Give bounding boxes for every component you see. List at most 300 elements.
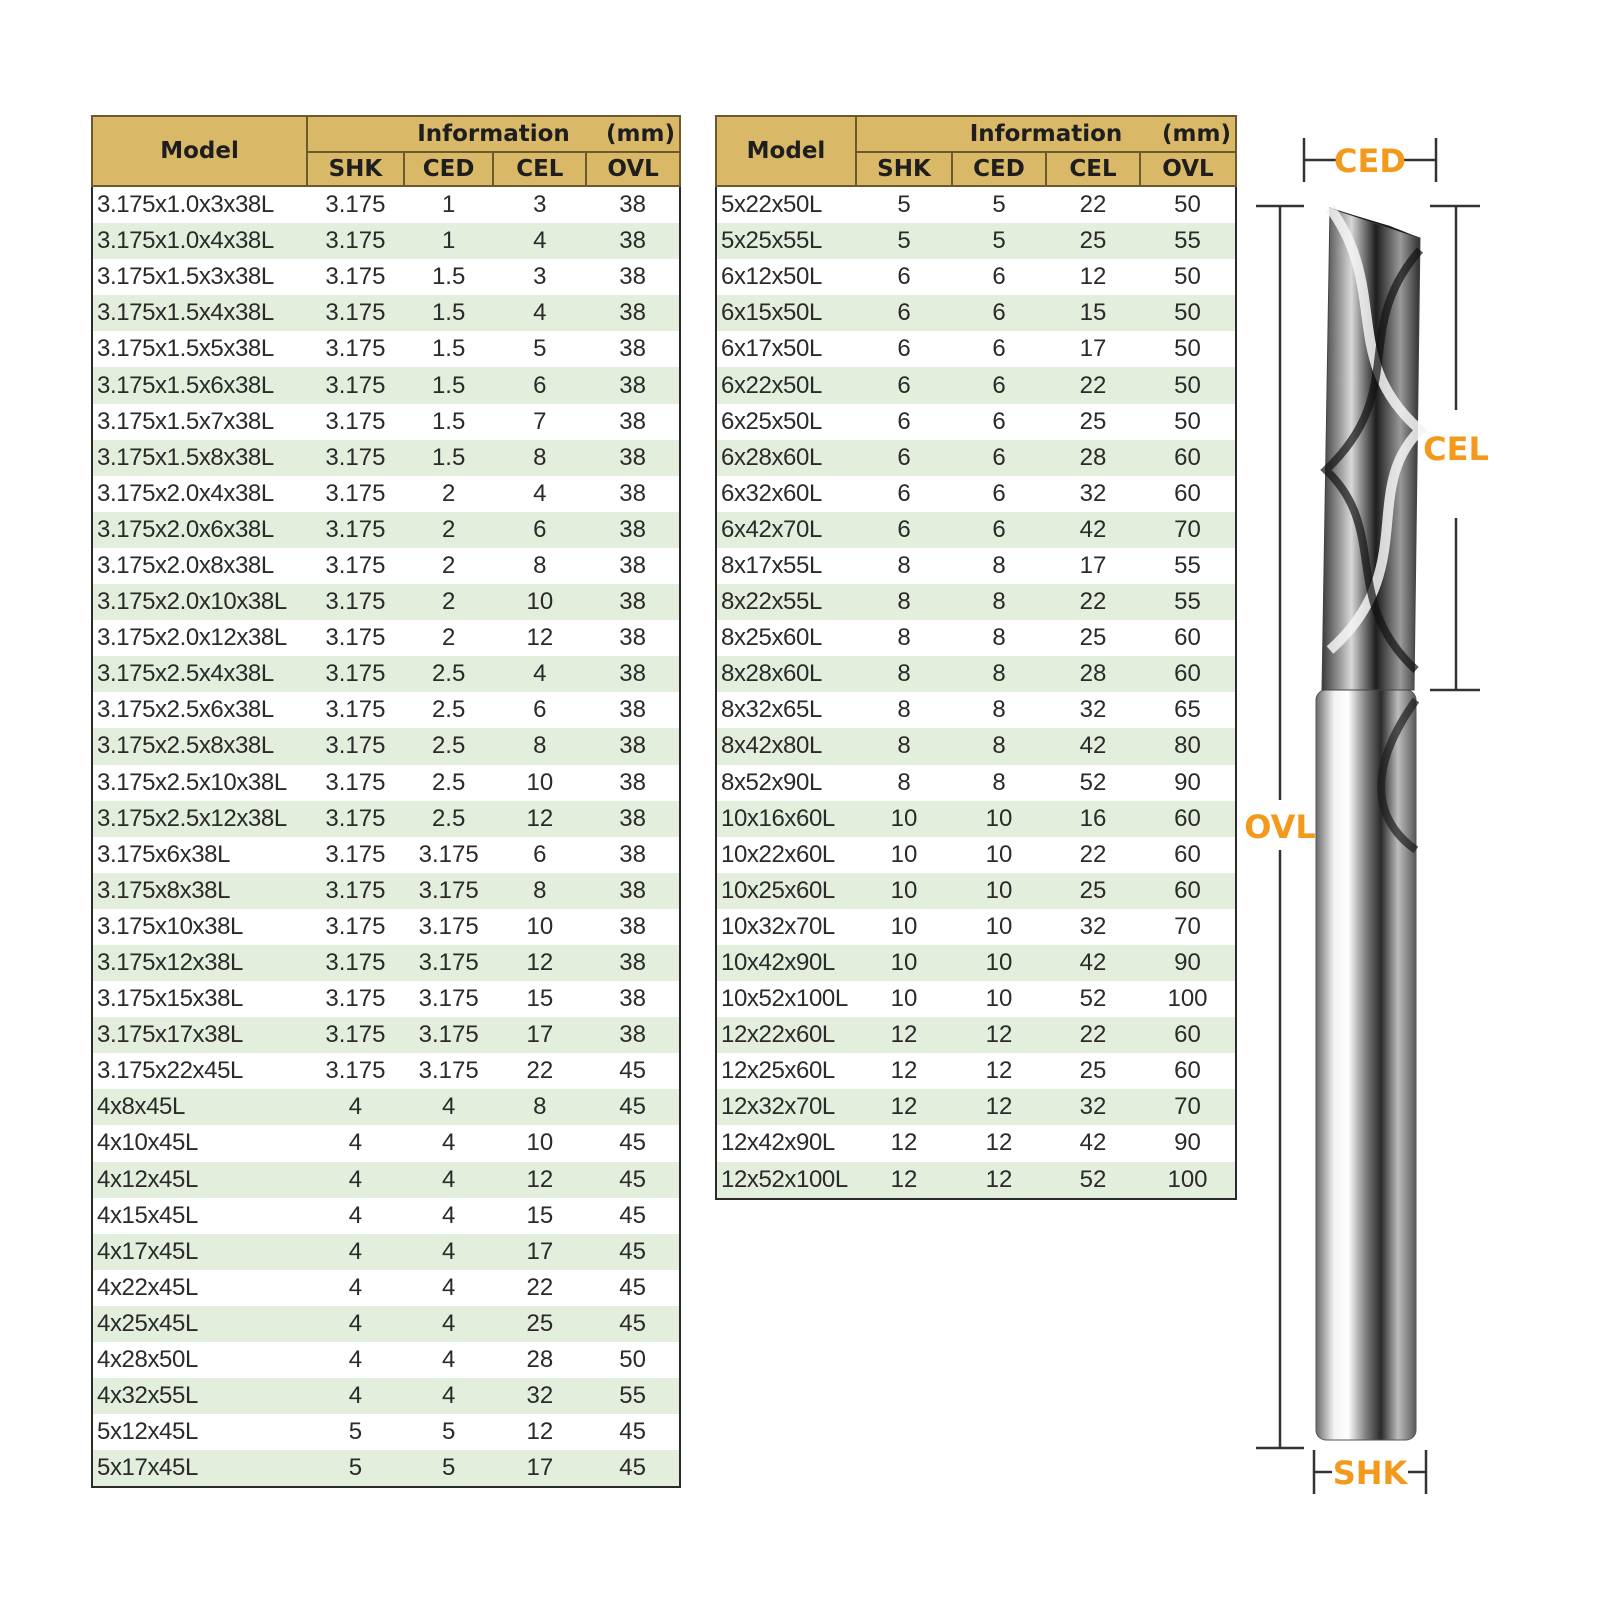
header-ovl: OVL <box>1140 152 1236 186</box>
table-row <box>716 1089 1236 1125</box>
cell-ced: 12 <box>952 1017 1046 1053</box>
cell-shk: 8 <box>856 548 952 584</box>
cell-ced: 10 <box>952 981 1046 1017</box>
cell-shk: 4 <box>307 1089 404 1125</box>
cell-shk: 6 <box>856 259 952 295</box>
cell-ced: 3.175 <box>404 1017 494 1053</box>
cell-model: 3.175x10x38L <box>92 909 307 945</box>
cell-ovl: 38 <box>586 1017 680 1053</box>
cell-shk: 4 <box>307 1270 404 1306</box>
cell-ced: 4 <box>404 1342 494 1378</box>
cell-ovl: 38 <box>586 728 680 764</box>
cell-cel: 42 <box>1046 1125 1140 1161</box>
cell-ced: 4 <box>404 1198 494 1234</box>
cell-ced: 1.5 <box>404 295 494 331</box>
cell-cel: 25 <box>1046 873 1140 909</box>
cell-shk: 8 <box>856 728 952 764</box>
cell-ced: 6 <box>952 440 1046 476</box>
cell-cel: 17 <box>493 1017 586 1053</box>
cell-shk: 3.175 <box>307 186 404 223</box>
cell-model: 6x25x50L <box>716 404 856 440</box>
cell-ced: 8 <box>952 692 1046 728</box>
header-model: Model <box>716 116 856 186</box>
cell-ovl: 60 <box>1140 1053 1236 1089</box>
cell-shk: 6 <box>856 404 952 440</box>
cell-model: 3.175x1.5x8x38L <box>92 440 307 476</box>
cell-ovl: 100 <box>1140 1162 1236 1199</box>
cell-shk: 8 <box>856 765 952 801</box>
table-row <box>92 1162 680 1198</box>
table-row <box>716 765 1236 801</box>
header-ced: CED <box>952 152 1046 186</box>
cell-ced: 10 <box>952 945 1046 981</box>
cell-ced: 2.5 <box>404 728 494 764</box>
cell-ced: 2.5 <box>404 765 494 801</box>
cell-model: 4x17x45L <box>92 1234 307 1270</box>
cell-model: 3.175x1.0x3x38L <box>92 186 307 223</box>
cell-ced: 10 <box>952 837 1046 873</box>
cell-ovl: 90 <box>1140 945 1236 981</box>
cell-cel: 17 <box>493 1450 586 1487</box>
cell-shk: 10 <box>856 837 952 873</box>
table-row <box>716 945 1236 981</box>
cell-model: 6x22x50L <box>716 367 856 403</box>
cell-ovl: 60 <box>1140 837 1236 873</box>
table-row <box>716 837 1236 873</box>
cell-ced: 4 <box>404 1162 494 1198</box>
cell-model: 6x42x70L <box>716 512 856 548</box>
cell-shk: 5 <box>856 223 952 259</box>
cell-cel: 12 <box>493 1162 586 1198</box>
cell-model: 4x10x45L <box>92 1125 307 1161</box>
cell-shk: 6 <box>856 295 952 331</box>
cell-cel: 3 <box>493 186 586 223</box>
cell-model: 10x42x90L <box>716 945 856 981</box>
ovl-dimension <box>1244 206 1316 1448</box>
cell-ced: 1 <box>404 186 494 223</box>
table-row <box>716 981 1236 1017</box>
table-row <box>92 656 680 692</box>
table-row <box>92 367 680 403</box>
cell-cel: 6 <box>493 692 586 728</box>
header-ovl: OVL <box>586 152 680 186</box>
table-row <box>92 584 680 620</box>
cell-shk: 6 <box>856 367 952 403</box>
cell-ovl: 50 <box>586 1342 680 1378</box>
cell-shk: 10 <box>856 909 952 945</box>
cell-shk: 3.175 <box>307 548 404 584</box>
cell-ovl: 60 <box>1140 656 1236 692</box>
cell-shk: 3.175 <box>307 1017 404 1053</box>
cell-shk: 12 <box>856 1017 952 1053</box>
cell-cel: 32 <box>1046 909 1140 945</box>
shk-label: SHK <box>1332 1454 1408 1492</box>
cell-model: 3.175x2.0x12x38L <box>92 620 307 656</box>
table-row <box>92 186 680 223</box>
cell-cel: 25 <box>1046 620 1140 656</box>
cell-ced: 12 <box>952 1125 1046 1161</box>
table-row <box>92 404 680 440</box>
table-row <box>716 259 1236 295</box>
ced-dimension <box>1304 138 1436 182</box>
table-row <box>92 1450 680 1487</box>
cell-ovl: 70 <box>1140 1089 1236 1125</box>
table-row <box>92 765 680 801</box>
cell-ced: 5 <box>404 1450 494 1487</box>
cell-shk: 3.175 <box>307 259 404 295</box>
cell-shk: 6 <box>856 512 952 548</box>
cell-ovl: 60 <box>1140 1017 1236 1053</box>
cell-ovl: 38 <box>586 404 680 440</box>
cell-shk: 3.175 <box>307 1053 404 1089</box>
end-mill-tool <box>1316 208 1420 1440</box>
table-row <box>716 620 1236 656</box>
cell-cel: 17 <box>493 1234 586 1270</box>
cell-cel: 8 <box>493 728 586 764</box>
cell-shk: 4 <box>307 1198 404 1234</box>
cell-model: 10x32x70L <box>716 909 856 945</box>
table-row <box>92 223 680 259</box>
cell-model: 3.175x1.5x5x38L <box>92 331 307 367</box>
cell-ced: 12 <box>952 1053 1046 1089</box>
cell-shk: 3.175 <box>307 801 404 837</box>
table-row <box>92 295 680 331</box>
table-row <box>92 1198 680 1234</box>
cell-cel: 22 <box>1046 584 1140 620</box>
cell-ced: 2 <box>404 584 494 620</box>
cell-ovl: 60 <box>1140 440 1236 476</box>
cell-ovl: 65 <box>1140 692 1236 728</box>
cell-shk: 3.175 <box>307 656 404 692</box>
cell-shk: 5 <box>307 1414 404 1450</box>
cell-shk: 3.175 <box>307 837 404 873</box>
cell-cel: 8 <box>493 440 586 476</box>
cell-cel: 8 <box>493 873 586 909</box>
cell-ovl: 50 <box>1140 404 1236 440</box>
header-information <box>856 116 1236 152</box>
cell-ovl: 45 <box>586 1089 680 1125</box>
cell-cel: 15 <box>1046 295 1140 331</box>
cell-model: 6x17x50L <box>716 331 856 367</box>
cell-model: 3.175x2.5x4x38L <box>92 656 307 692</box>
table-row <box>92 945 680 981</box>
cell-ced: 6 <box>952 367 1046 403</box>
cell-ced: 3.175 <box>404 837 494 873</box>
cell-model: 8x42x80L <box>716 728 856 764</box>
cell-ovl: 38 <box>586 186 680 223</box>
cell-cel: 32 <box>1046 1089 1140 1125</box>
cell-ced: 2.5 <box>404 801 494 837</box>
cell-shk: 8 <box>856 656 952 692</box>
table-row <box>716 873 1236 909</box>
cell-model: 4x12x45L <box>92 1162 307 1198</box>
cell-shk: 3.175 <box>307 404 404 440</box>
cell-shk: 5 <box>307 1450 404 1487</box>
table-row <box>716 295 1236 331</box>
cell-ovl: 60 <box>1140 801 1236 837</box>
cell-ced: 1.5 <box>404 404 494 440</box>
cell-ovl: 70 <box>1140 909 1236 945</box>
table-row <box>716 909 1236 945</box>
cell-ced: 8 <box>952 728 1046 764</box>
cell-ced: 1.5 <box>404 259 494 295</box>
cell-ced: 2.5 <box>404 692 494 728</box>
cell-ovl: 60 <box>1140 476 1236 512</box>
table-row <box>716 331 1236 367</box>
cell-model: 3.175x8x38L <box>92 873 307 909</box>
cell-ced: 2 <box>404 548 494 584</box>
cell-model: 5x25x55L <box>716 223 856 259</box>
cell-shk: 3.175 <box>307 765 404 801</box>
table-row <box>92 620 680 656</box>
cell-model: 3.175x1.5x7x38L <box>92 404 307 440</box>
cell-ced: 4 <box>404 1306 494 1342</box>
cell-ovl: 38 <box>586 295 680 331</box>
cell-cel: 7 <box>493 404 586 440</box>
table-row <box>716 801 1236 837</box>
cell-cel: 10 <box>493 1125 586 1161</box>
ovl-label: OVL <box>1244 808 1316 846</box>
cell-ced: 8 <box>952 620 1046 656</box>
cel-dimension <box>1423 206 1489 690</box>
cell-ovl: 45 <box>586 1125 680 1161</box>
cell-shk: 6 <box>856 440 952 476</box>
cell-model: 3.175x1.0x4x38L <box>92 223 307 259</box>
cell-shk: 3.175 <box>307 512 404 548</box>
cell-ovl: 55 <box>1140 548 1236 584</box>
cell-ovl: 38 <box>586 476 680 512</box>
header-cel: CEL <box>493 152 586 186</box>
header-shk: SHK <box>307 152 404 186</box>
table-row <box>92 1270 680 1306</box>
cell-shk: 10 <box>856 981 952 1017</box>
cell-ced: 6 <box>952 476 1046 512</box>
header-information-label: Information <box>417 120 570 147</box>
cell-model: 12x42x90L <box>716 1125 856 1161</box>
cell-ced: 10 <box>952 801 1046 837</box>
cell-ovl: 38 <box>586 620 680 656</box>
cell-ovl: 50 <box>1140 295 1236 331</box>
cell-model: 4x8x45L <box>92 1089 307 1125</box>
cell-cel: 3 <box>493 259 586 295</box>
table-row <box>92 873 680 909</box>
cell-shk: 12 <box>856 1125 952 1161</box>
cell-shk: 3.175 <box>307 620 404 656</box>
cell-model: 8x25x60L <box>716 620 856 656</box>
cell-shk: 12 <box>856 1053 952 1089</box>
cell-cel: 25 <box>1046 404 1140 440</box>
cell-cel: 12 <box>493 801 586 837</box>
cell-model: 4x28x50L <box>92 1342 307 1378</box>
cell-ovl: 38 <box>586 873 680 909</box>
cell-ovl: 38 <box>586 837 680 873</box>
cell-model: 8x17x55L <box>716 548 856 584</box>
cell-cel: 12 <box>493 620 586 656</box>
cell-model: 10x16x60L <box>716 801 856 837</box>
table-row <box>92 1342 680 1378</box>
cell-model: 5x12x45L <box>92 1414 307 1450</box>
cell-ovl: 38 <box>586 981 680 1017</box>
cell-cel: 6 <box>493 512 586 548</box>
cell-cel: 10 <box>493 909 586 945</box>
cell-ovl: 45 <box>586 1270 680 1306</box>
header-shk: SHK <box>856 152 952 186</box>
cell-ovl: 60 <box>1140 873 1236 909</box>
cell-cel: 52 <box>1046 981 1140 1017</box>
cell-cel: 42 <box>1046 728 1140 764</box>
cell-shk: 3.175 <box>307 367 404 403</box>
cell-shk: 12 <box>856 1089 952 1125</box>
cell-model: 3.175x1.5x6x38L <box>92 367 307 403</box>
cell-cel: 25 <box>493 1306 586 1342</box>
cell-ovl: 55 <box>586 1378 680 1414</box>
header-information-label: Information <box>969 120 1123 147</box>
cell-model: 10x22x60L <box>716 837 856 873</box>
cell-ovl: 45 <box>586 1450 680 1487</box>
ced-label: CED <box>1334 142 1406 180</box>
cell-cel: 42 <box>1046 945 1140 981</box>
cell-ovl: 60 <box>1140 620 1236 656</box>
cell-ovl: 38 <box>586 656 680 692</box>
cell-ovl: 38 <box>586 909 680 945</box>
cell-shk: 8 <box>856 692 952 728</box>
cell-shk: 5 <box>856 186 952 223</box>
table-row <box>92 440 680 476</box>
table-row <box>716 186 1236 223</box>
cell-ovl: 45 <box>586 1306 680 1342</box>
table-row <box>716 223 1236 259</box>
cell-shk: 10 <box>856 945 952 981</box>
cell-ced: 3.175 <box>404 909 494 945</box>
cell-model: 5x17x45L <box>92 1450 307 1487</box>
cell-shk: 3.175 <box>307 981 404 1017</box>
cell-ced: 3.175 <box>404 1053 494 1089</box>
cell-cel: 52 <box>1046 765 1140 801</box>
cell-ced: 10 <box>952 873 1046 909</box>
cell-cel: 22 <box>1046 1017 1140 1053</box>
table-row <box>92 1053 680 1089</box>
table-row <box>92 1125 680 1161</box>
table-row <box>716 584 1236 620</box>
cell-shk: 3.175 <box>307 909 404 945</box>
cell-model: 8x28x60L <box>716 656 856 692</box>
cell-model: 4x32x55L <box>92 1378 307 1414</box>
cell-ovl: 38 <box>586 548 680 584</box>
cell-shk: 8 <box>856 620 952 656</box>
table-row <box>92 1234 680 1270</box>
cell-ced: 2 <box>404 476 494 512</box>
cell-shk: 6 <box>856 331 952 367</box>
cell-ced: 3.175 <box>404 873 494 909</box>
cell-ovl: 38 <box>586 765 680 801</box>
cell-ovl: 38 <box>586 512 680 548</box>
cell-model: 8x52x90L <box>716 765 856 801</box>
table-row <box>716 440 1236 476</box>
table-row <box>716 1125 1236 1161</box>
cell-cel: 22 <box>1046 186 1140 223</box>
cell-cel: 17 <box>1046 331 1140 367</box>
cell-cel: 4 <box>493 223 586 259</box>
cell-ovl: 45 <box>586 1053 680 1089</box>
cell-shk: 4 <box>307 1378 404 1414</box>
cell-model: 12x52x100L <box>716 1162 856 1199</box>
cell-ovl: 38 <box>586 259 680 295</box>
cell-ovl: 38 <box>586 223 680 259</box>
cell-model: 3.175x2.0x4x38L <box>92 476 307 512</box>
cell-model: 4x25x45L <box>92 1306 307 1342</box>
cell-ced: 3.175 <box>404 945 494 981</box>
cell-cel: 22 <box>493 1053 586 1089</box>
shk-dimension <box>1314 1450 1426 1494</box>
table-row <box>92 548 680 584</box>
cell-cel: 52 <box>1046 1162 1140 1199</box>
cell-ced: 5 <box>404 1414 494 1450</box>
cell-ovl: 90 <box>1140 765 1236 801</box>
cell-shk: 3.175 <box>307 692 404 728</box>
cell-ovl: 55 <box>1140 584 1236 620</box>
cell-ovl: 38 <box>586 440 680 476</box>
cell-ced: 4 <box>404 1234 494 1270</box>
cell-model: 3.175x22x45L <box>92 1053 307 1089</box>
cell-ced: 12 <box>952 1162 1046 1199</box>
cell-ced: 5 <box>952 186 1046 223</box>
cell-model: 3.175x1.5x4x38L <box>92 295 307 331</box>
cell-shk: 3.175 <box>307 440 404 476</box>
cell-shk: 3.175 <box>307 476 404 512</box>
cell-shk: 4 <box>307 1125 404 1161</box>
table-row <box>716 476 1236 512</box>
cell-ovl: 100 <box>1140 981 1236 1017</box>
cell-cel: 22 <box>1046 367 1140 403</box>
cell-model: 3.175x2.5x12x38L <box>92 801 307 837</box>
cell-model: 6x12x50L <box>716 259 856 295</box>
cell-shk: 3.175 <box>307 295 404 331</box>
cell-cel: 22 <box>1046 837 1140 873</box>
cell-model: 8x22x55L <box>716 584 856 620</box>
cell-model: 4x15x45L <box>92 1198 307 1234</box>
table-row <box>92 837 680 873</box>
table-row <box>716 656 1236 692</box>
cell-cel: 25 <box>1046 1053 1140 1089</box>
cell-ced: 4 <box>404 1378 494 1414</box>
cell-ovl: 50 <box>1140 186 1236 223</box>
cell-cel: 28 <box>1046 440 1140 476</box>
spec-table-left <box>91 115 681 1488</box>
cell-ovl: 50 <box>1140 259 1236 295</box>
cell-model: 5x22x50L <box>716 186 856 223</box>
table-row <box>92 1378 680 1414</box>
cell-cel: 42 <box>1046 512 1140 548</box>
cell-shk: 3.175 <box>307 873 404 909</box>
cell-ovl: 50 <box>1140 367 1236 403</box>
header-unit: (mm) <box>1162 120 1231 147</box>
table-row <box>716 548 1236 584</box>
table-row <box>92 259 680 295</box>
cell-cel: 17 <box>1046 548 1140 584</box>
header-ced: CED <box>404 152 494 186</box>
cell-ovl: 38 <box>586 367 680 403</box>
cell-model: 3.175x2.0x8x38L <box>92 548 307 584</box>
cell-model: 8x32x65L <box>716 692 856 728</box>
cell-ced: 2 <box>404 620 494 656</box>
header-information <box>307 116 680 152</box>
cell-ced: 10 <box>952 909 1046 945</box>
cell-cel: 8 <box>493 548 586 584</box>
cell-ced: 1.5 <box>404 331 494 367</box>
cell-ovl: 38 <box>586 945 680 981</box>
cell-ced: 6 <box>952 404 1046 440</box>
cell-cel: 32 <box>493 1378 586 1414</box>
